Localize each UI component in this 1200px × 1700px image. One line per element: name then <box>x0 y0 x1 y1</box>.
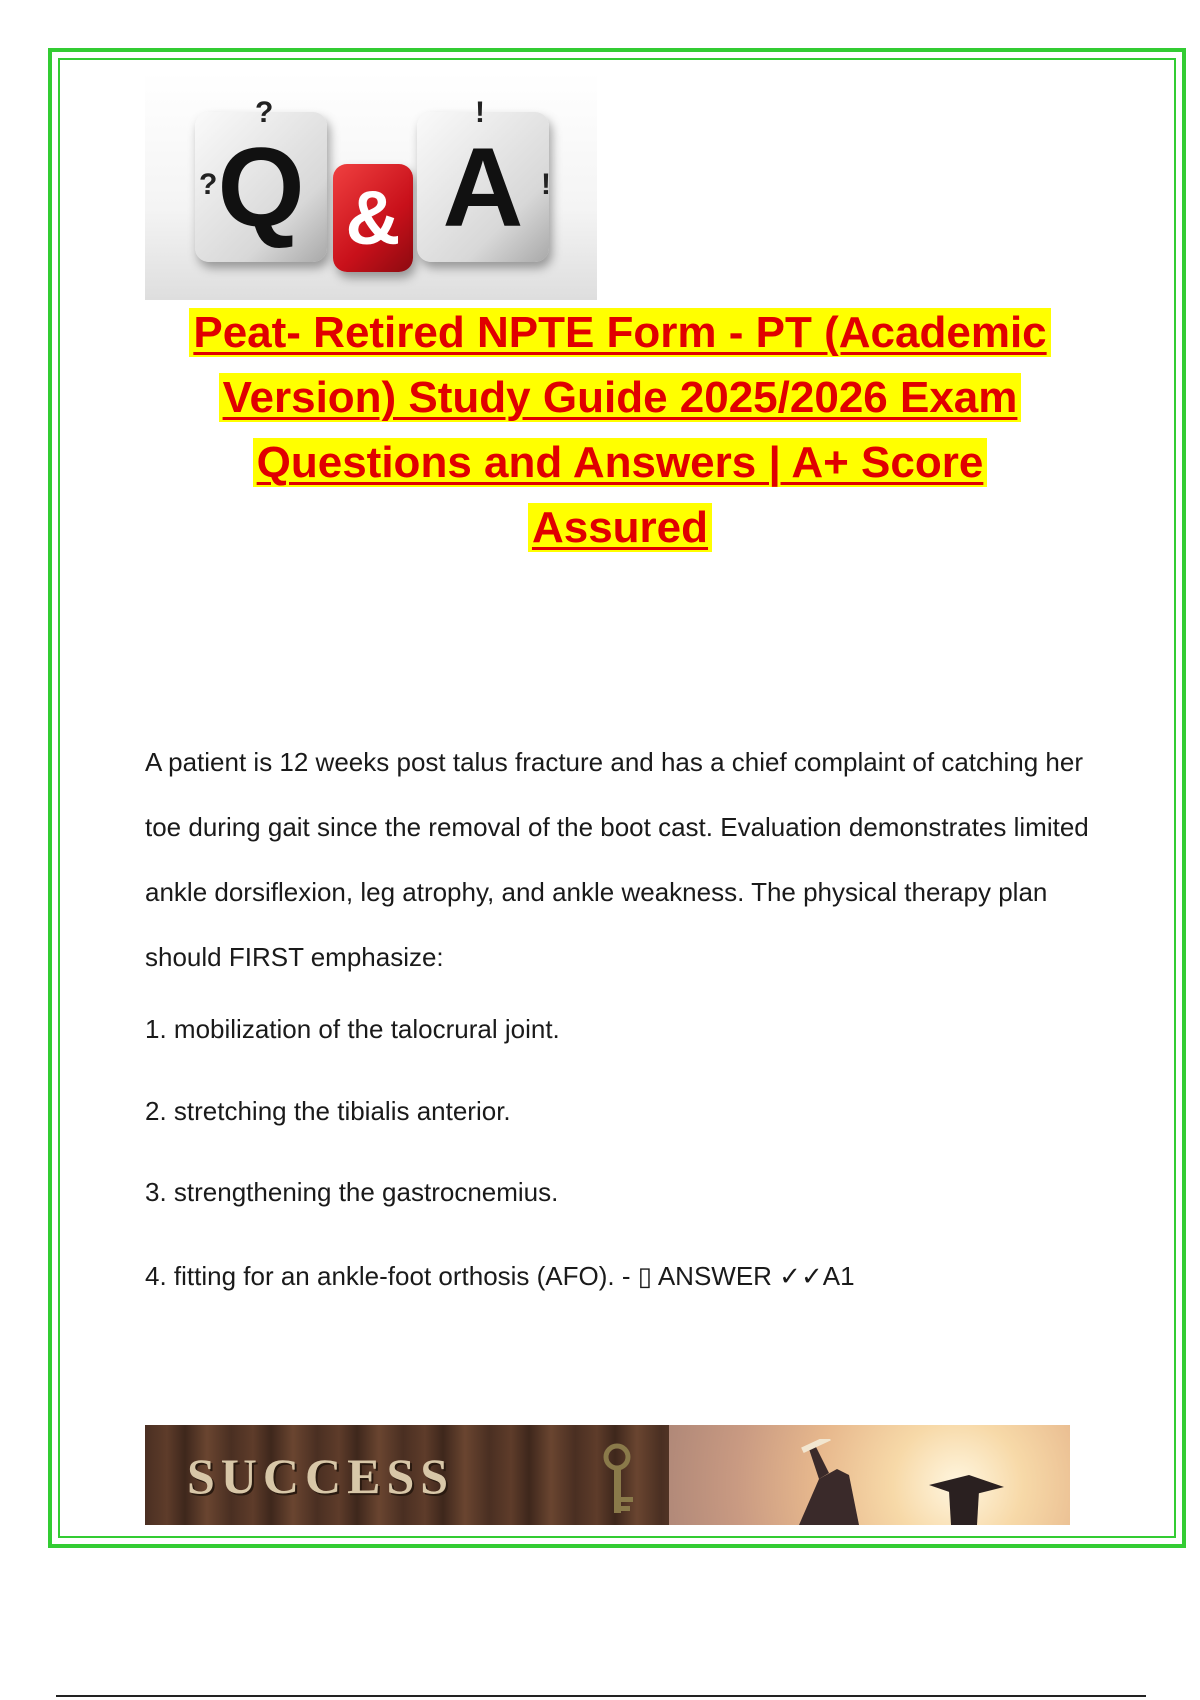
die-a: A <box>417 112 549 262</box>
die-ampersand: & <box>333 164 413 272</box>
answer-option: 3. strengthening the gastrocnemius. <box>145 1177 559 1207</box>
success-text: SUCCESS <box>187 1448 455 1504</box>
die-q: Q <box>195 112 327 262</box>
answer-option: 2. stretching the tibialis anterior. <box>145 1096 511 1126</box>
graduate-sunset-photo <box>669 1425 1070 1525</box>
question-stem: A patient is 12 weeks post talus fracture and has a chief complaint of catching her toe during gait since the removal of the boot cast. Evaluation demonstrates limited ankle dorsiflexion, leg atrophy, and ankle weakness. The physical therapy plan should FIRST emphasize: <box>145 747 1089 972</box>
qa-dice-logo <box>145 72 597 300</box>
title-line: Version) Study Guide 2025/2026 Exam <box>219 373 1022 422</box>
title-line: Assured <box>528 503 712 552</box>
die-exclamation-mark: ! <box>541 168 551 201</box>
title-line: Questions and Answers | A+ Score <box>253 438 988 487</box>
answer-option: 1. mobilization of the talocrural joint. <box>145 1014 560 1044</box>
title-line: Peat- Retired NPTE Form - PT (Academic <box>189 308 1050 357</box>
die-exclamation-mark: ! <box>475 96 485 129</box>
wood-panel <box>145 1425 669 1525</box>
document-title <box>140 300 1100 560</box>
footer-divider <box>56 1695 1146 1697</box>
graduate-silhouette-icon <box>779 1439 1009 1525</box>
key-icon <box>585 1443 649 1519</box>
die-question-mark: ? <box>199 168 218 201</box>
success-banner-image <box>145 1425 1070 1525</box>
answer-option-with-answer: 4. fitting for an ankle-foot orthosis (AFO). - ▯ ANSWER ✓✓A1 <box>145 1261 855 1291</box>
die-question-mark: ? <box>255 96 274 129</box>
